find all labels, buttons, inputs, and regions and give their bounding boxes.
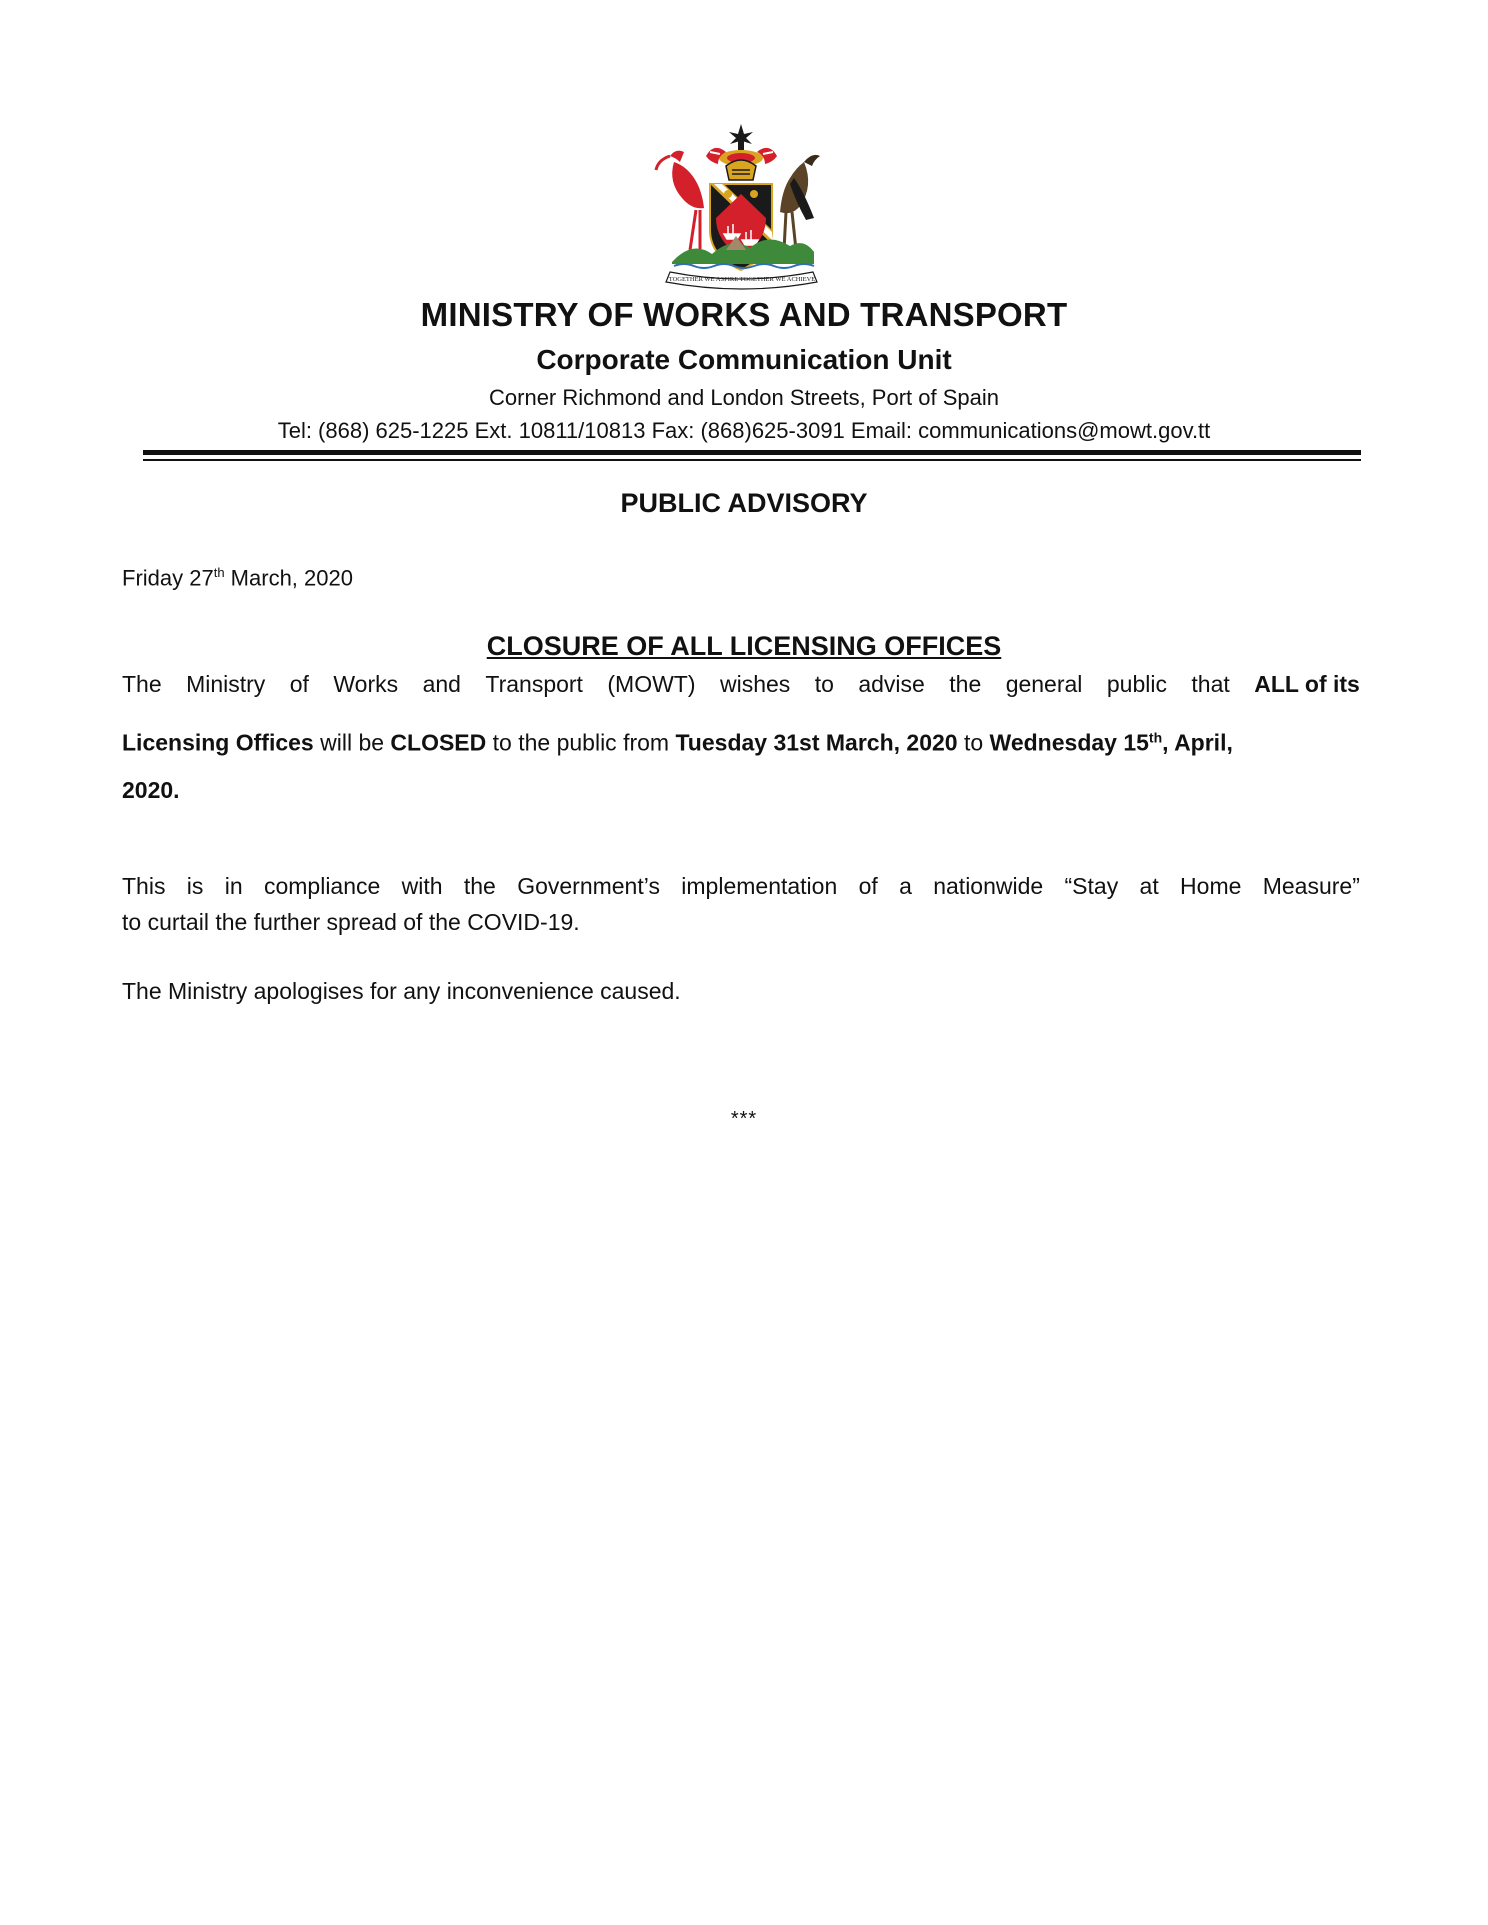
paragraph-closure-notice xyxy=(122,670,1360,829)
word: wishes xyxy=(719,671,791,697)
body-text: will be xyxy=(313,729,391,756)
paragraph-line xyxy=(122,776,1360,829)
word: compliance xyxy=(263,873,381,899)
header-divider-thick xyxy=(143,450,1361,455)
advisory-title: CLOSURE OF ALL LICENSING OFFICES xyxy=(486,631,1002,661)
bold-text: ALL of its xyxy=(1254,671,1360,697)
body-text: to the public from xyxy=(486,729,676,756)
date-rest: March, 2020 xyxy=(224,565,353,591)
word: the xyxy=(949,671,982,697)
word: nationwide xyxy=(933,873,1044,899)
word: that xyxy=(1191,671,1230,697)
word: general xyxy=(1005,671,1083,697)
word: the xyxy=(463,873,496,899)
bold-text: , April, xyxy=(1162,729,1233,756)
bold-text: Tuesday 31st March, 2020 xyxy=(675,729,958,756)
end-marker: *** xyxy=(730,1108,758,1130)
word: (MOWT) xyxy=(607,671,696,697)
body-text: to xyxy=(957,729,990,756)
motto-text: TOGETHER WE ASPIRE TOGETHER WE ACHIEVE xyxy=(668,276,816,283)
word: to xyxy=(814,671,834,697)
header-divider-thin xyxy=(143,459,1361,461)
word: of xyxy=(289,671,309,697)
advisory-date xyxy=(122,565,353,591)
paragraph-line: to curtail the further spread of the COVID-19. xyxy=(122,909,580,935)
paragraph-compliance xyxy=(122,872,1360,944)
paragraph-line xyxy=(122,872,1360,908)
word: Home xyxy=(1180,873,1242,899)
word: Ministry xyxy=(186,671,266,697)
paragraph-line xyxy=(122,670,1360,723)
address-line: Corner Richmond and London Streets, Port of Spain xyxy=(489,385,999,410)
ministry-name: MINISTRY OF WORKS AND TRANSPORT xyxy=(420,296,1068,333)
unit-name: Corporate Communication Unit xyxy=(536,344,952,375)
bold-text: 2020. xyxy=(122,777,180,803)
word: in xyxy=(224,873,243,899)
word: advise xyxy=(858,671,925,697)
bold-text: CLOSED xyxy=(390,729,487,756)
paragraph-line xyxy=(122,723,1360,776)
word: This xyxy=(122,873,166,899)
paragraph-apology xyxy=(122,978,1360,1005)
word: of xyxy=(858,873,878,899)
paragraph-line: The Ministry apologises for any inconvenience caused. xyxy=(122,978,681,1004)
bold-text: Licensing Offices xyxy=(122,729,314,756)
word: Government’s xyxy=(517,873,660,899)
word: The xyxy=(122,671,162,697)
word: “Stay xyxy=(1064,873,1119,899)
date-day: Friday 27 xyxy=(122,565,214,591)
date-suffix: th xyxy=(213,565,225,580)
word: public xyxy=(1106,671,1167,697)
word: implementation xyxy=(681,873,838,899)
coat-of-arms-icon xyxy=(654,122,829,290)
word: and xyxy=(422,671,461,697)
contact-line: Tel: (868) 625-1225 Ext. 10811/10813 Fax: (868)625-3091 Email: communications@mowt.gov.tt xyxy=(277,418,1211,443)
superscript: th xyxy=(1148,729,1163,745)
advisory-label: PUBLIC ADVISORY xyxy=(620,488,868,518)
word: Transport xyxy=(485,671,583,697)
bold-text: Wednesday 15 xyxy=(989,729,1149,756)
word: with xyxy=(401,873,443,899)
word: a xyxy=(899,873,912,899)
word: is xyxy=(186,873,204,899)
word: Measure” xyxy=(1262,873,1360,899)
word: Works xyxy=(333,671,399,697)
word: at xyxy=(1139,873,1159,899)
